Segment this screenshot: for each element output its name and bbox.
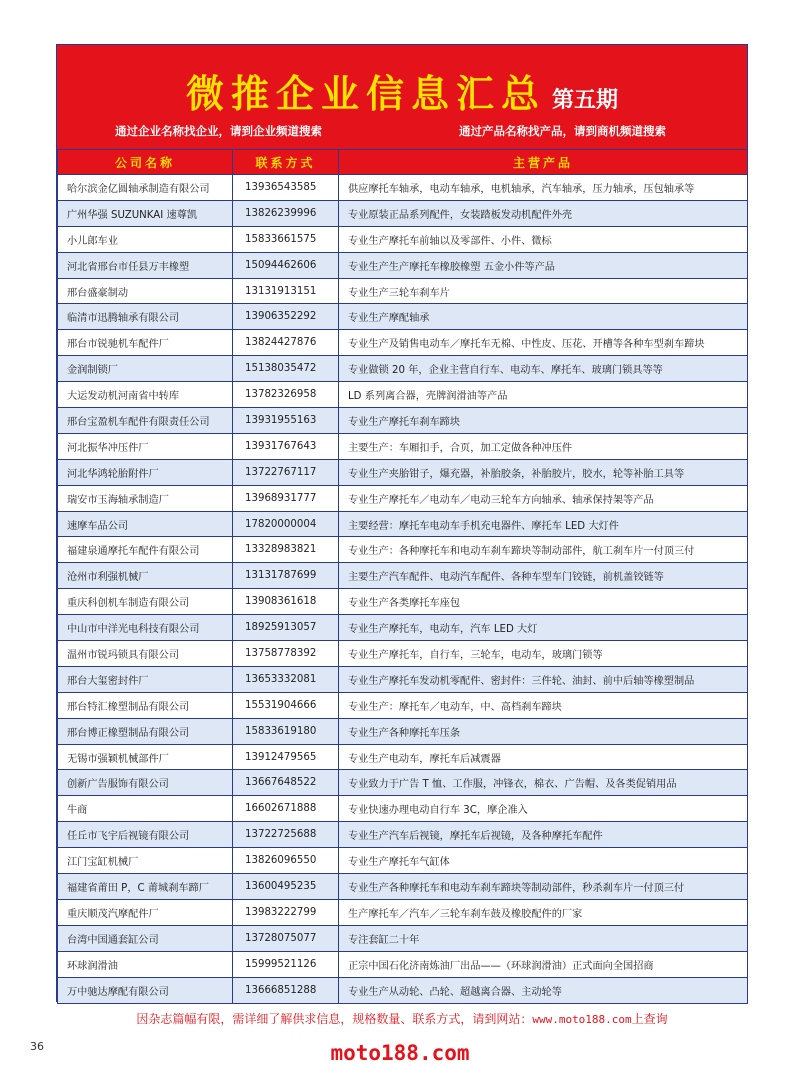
products-cell: 专业生产各种摩托车和电动车刹车蹄块等制动部件，秒杀刹车片一付顶三付 — [339, 874, 748, 900]
table-row — [58, 796, 748, 822]
table-row — [58, 175, 748, 201]
company-name-cell: 温州市锐玛锁具有限公司 — [58, 641, 233, 667]
table-row — [58, 718, 748, 744]
company-name-cell: 创新广告服饰有限公司 — [58, 770, 233, 796]
products-cell: 专业生产电动车，摩托车后减震器 — [339, 744, 748, 770]
company-name-cell: 江门宝缸机械厂 — [58, 848, 233, 874]
products-cell: 专业生产各类摩托车座包 — [339, 589, 748, 615]
header-contact: 联系方式 — [233, 150, 339, 175]
table-row — [58, 304, 748, 330]
company-name-cell: 金润制锁厂 — [58, 356, 233, 382]
products-cell: 专业生产摩托车发动机零配件、密封件：三件轮、油封、前中后轴等橡塑制品 — [339, 666, 748, 692]
footer-brand-logo: moto188.com — [330, 1041, 470, 1065]
phone-cell: 13758778392 — [233, 641, 339, 667]
phone-cell: 13722725688 — [233, 822, 339, 848]
phone-cell: 13983222799 — [233, 899, 339, 925]
company-name-cell: 重庆科创机车制造有限公司 — [58, 589, 233, 615]
info-summary-frame — [56, 44, 748, 1002]
products-cell: 专业生产摩托车，自行车，三轮车，电动车，玻璃门锁等 — [339, 641, 748, 667]
notice-suffix: 上查询 — [631, 1012, 668, 1026]
phone-cell: 13666851288 — [233, 977, 339, 1003]
company-name-cell: 环球润滑油 — [58, 951, 233, 977]
table-row — [58, 408, 748, 434]
company-name-cell: 河北省邢台市任县万丰橡塑 — [58, 252, 233, 278]
phone-cell: 13653332081 — [233, 666, 339, 692]
phone-cell: 13826239996 — [233, 200, 339, 226]
company-name-cell: 福建省莆田 P，C 莆城刹车蹄厂 — [58, 874, 233, 900]
page-title: 微推企业信息汇总 — [185, 72, 546, 116]
phone-cell: 13824427876 — [233, 330, 339, 356]
products-cell: 专业原装正品系列配件，女装踏板发动机配件外壳 — [339, 200, 748, 226]
table-row — [58, 615, 748, 641]
table-row — [58, 485, 748, 511]
phone-cell: 18925913057 — [233, 615, 339, 641]
company-name-cell: 哈尔滨金亿圆轴承制造有限公司 — [58, 175, 233, 201]
company-name-cell: 邢台宝盈机车配件有限责任公司 — [58, 408, 233, 434]
table-row — [58, 563, 748, 589]
company-name-cell: 速摩车品公司 — [58, 511, 233, 537]
website-notice — [56, 1010, 748, 1027]
products-cell: 专业生产摩托车／电动车／电动三轮车方向轴承、轴承保持架等产品 — [339, 485, 748, 511]
products-cell: 专业生产摩托车，电动车，汽车 LED 大灯 — [339, 615, 748, 641]
table-row — [58, 252, 748, 278]
phone-cell: 15999521126 — [233, 951, 339, 977]
products-cell: 专业快速办理电动自行车 3C，摩企准入 — [339, 796, 748, 822]
table-header-row — [58, 150, 748, 175]
products-cell: 专业致力于广告 T 恤、工作服，冲锋衣，棉衣、广告帽、及各类促销用品 — [339, 770, 748, 796]
products-cell: 主要生产汽车配件、电动汽车配件、各种车型车门铰链，前机盖铰链等 — [339, 563, 748, 589]
company-table — [57, 149, 748, 1004]
phone-cell: 13906352292 — [233, 304, 339, 330]
phone-cell: 13782326958 — [233, 382, 339, 408]
company-name-cell: 重庆顺茂汽摩配件厂 — [58, 899, 233, 925]
phone-cell: 13600495235 — [233, 874, 339, 900]
products-cell: 专业生产及销售电动车／摩托车无棉、中性皮、压花、开槽等各种车型刹车蹄块 — [339, 330, 748, 356]
table-row — [58, 899, 748, 925]
page-number: 36 — [30, 1040, 44, 1053]
table-row — [58, 744, 748, 770]
table-row — [58, 822, 748, 848]
phone-cell: 13931955163 — [233, 408, 339, 434]
table-body — [58, 175, 748, 1004]
table-row — [58, 433, 748, 459]
company-name-cell: 小儿郎车业 — [58, 226, 233, 252]
products-cell: 主要经营：摩托车电动车手机充电器件、摩托车 LED 大灯件 — [339, 511, 748, 537]
products-cell: 专业做锁 20 年，企业主营自行车、电动车、摩托车、玻璃门锁具等等 — [339, 356, 748, 382]
company-name-cell: 福建泉通摩托车配件有限公司 — [58, 537, 233, 563]
phone-cell: 16602671888 — [233, 796, 339, 822]
subtitle-company-search: 通过企业名称找企业，请到企业频道搜索 — [115, 124, 322, 138]
table-row — [58, 511, 748, 537]
table-row — [58, 925, 748, 951]
header-main-products: 主营产品 — [339, 150, 748, 175]
company-name-cell: 邢台盛豪制动 — [58, 278, 233, 304]
table-row — [58, 874, 748, 900]
issue-label: 第五期 — [552, 88, 619, 113]
table-row — [58, 278, 748, 304]
table-row — [58, 356, 748, 382]
table-row — [58, 226, 748, 252]
notice-text: 因杂志篇幅有限，需详细了解供求信息，规格数量、联系方式，请到网站： — [136, 1012, 533, 1026]
products-cell: 专业生产：各种摩托车和电动车刹车蹄块等制动部件，航工刹车片一付顶三付 — [339, 537, 748, 563]
products-cell: 专业生产摩配轴承 — [339, 304, 748, 330]
notice-url-link[interactable]: www.moto188.com — [532, 1013, 632, 1026]
phone-cell: 13936543585 — [233, 175, 339, 201]
phone-cell: 15531904666 — [233, 692, 339, 718]
products-cell: 专业生产：摩托车／电动车，中、高档刹车蹄块 — [339, 692, 748, 718]
products-cell: 正宗中国石化济南炼油厂出品——（环球润滑油）正式面向全国招商 — [339, 951, 748, 977]
phone-cell: 13826096550 — [233, 848, 339, 874]
company-name-cell: 河北振华冲压件厂 — [58, 433, 233, 459]
products-cell: 专业生产摩托车气缸体 — [339, 848, 748, 874]
table-row — [58, 848, 748, 874]
products-cell: 专业生产摩托车前轴以及零部件、小件、微标 — [339, 226, 748, 252]
phone-cell: 13667648522 — [233, 770, 339, 796]
products-cell: 专业生产摩托车刹车蹄块 — [339, 408, 748, 434]
table-row — [58, 951, 748, 977]
phone-cell: 13722767117 — [233, 459, 339, 485]
phone-cell: 13328983821 — [233, 537, 339, 563]
table-row — [58, 330, 748, 356]
table-row — [58, 589, 748, 615]
phone-cell: 13728075077 — [233, 925, 339, 951]
phone-cell: 13908361618 — [233, 589, 339, 615]
phone-cell: 15138035472 — [233, 356, 339, 382]
company-name-cell: 邢台博正橡塑制品有限公司 — [58, 718, 233, 744]
phone-cell: 15094462606 — [233, 252, 339, 278]
phone-cell: 15833661575 — [233, 226, 339, 252]
table-row — [58, 459, 748, 485]
products-cell: 专业生产各种摩托车压条 — [339, 718, 748, 744]
company-name-cell: 邢台大玺密封件厂 — [58, 666, 233, 692]
phone-cell: 13931767643 — [233, 433, 339, 459]
products-cell: 专业生产生产摩托车橡胶橡塑 五金小件等产品 — [339, 252, 748, 278]
company-name-cell: 沧州市利强机械厂 — [58, 563, 233, 589]
company-name-cell: 邢台特汇橡塑制品有限公司 — [58, 692, 233, 718]
company-name-cell: 河北华鸿轮胎附件厂 — [58, 459, 233, 485]
products-cell: 供应摩托车轴承，电动车轴承，电机轴承，汽车轴承，压力轴承，压包轴承等 — [339, 175, 748, 201]
title-banner — [57, 45, 747, 149]
products-cell: 专业生产从动轮、凸轮、超越离合器、主动轮等 — [339, 977, 748, 1003]
company-name-cell: 临清市迅腾轴承有限公司 — [58, 304, 233, 330]
table-row — [58, 200, 748, 226]
table-row — [58, 537, 748, 563]
table-row — [58, 692, 748, 718]
products-cell: 生产摩托车／汽车／三轮车刹车鼓及橡胶配件的厂家 — [339, 899, 748, 925]
company-name-cell: 邢台市锐驰机车配件厂 — [58, 330, 233, 356]
company-name-cell: 瑞安市玉海轴承制造厂 — [58, 485, 233, 511]
table-row — [58, 977, 748, 1003]
phone-cell: 13131913151 — [233, 278, 339, 304]
products-cell: 主要生产：车厢扣手，合页，加工定做各种冲压件 — [339, 433, 748, 459]
header-company-name: 公司名称 — [58, 150, 233, 175]
products-cell: 专业生产汽车后视镜，摩托车后视镜，及各种摩托车配件 — [339, 822, 748, 848]
table-row — [58, 666, 748, 692]
company-name-cell: 任丘市飞宇后视镜有限公司 — [58, 822, 233, 848]
products-cell: 专注套缸二十年 — [339, 925, 748, 951]
table-row — [58, 770, 748, 796]
company-name-cell: 牛商 — [58, 796, 233, 822]
company-name-cell: 台湾中国通套缸公司 — [58, 925, 233, 951]
products-cell: LD 系列离合器，壳牌润滑油等产品 — [339, 382, 748, 408]
phone-cell: 15833619180 — [233, 718, 339, 744]
company-name-cell: 万中驰达摩配有限公司 — [58, 977, 233, 1003]
company-name-cell: 中山市中洋光电科技有限公司 — [58, 615, 233, 641]
table-row — [58, 382, 748, 408]
company-name-cell: 广州华强 SUZUNKAI 速尊凯 — [58, 200, 233, 226]
company-name-cell: 无锡市强颖机械部件厂 — [58, 744, 233, 770]
phone-cell: 13968931777 — [233, 485, 339, 511]
table-row — [58, 641, 748, 667]
phone-cell: 13912479565 — [233, 744, 339, 770]
phone-cell: 17820000004 — [233, 511, 339, 537]
company-name-cell: 大运发动机河南省中转库 — [58, 382, 233, 408]
subtitle-product-search: 通过产品名称找产品，请到商机频道搜索 — [459, 124, 666, 138]
phone-cell: 13131787699 — [233, 563, 339, 589]
title-line — [57, 63, 747, 118]
products-cell: 专业生产夹胎钳子，爆充器，补胎胶条，补胎胶片，胶水，轮等补胎工具等 — [339, 459, 748, 485]
products-cell: 专业生产三轮车刹车片 — [339, 278, 748, 304]
